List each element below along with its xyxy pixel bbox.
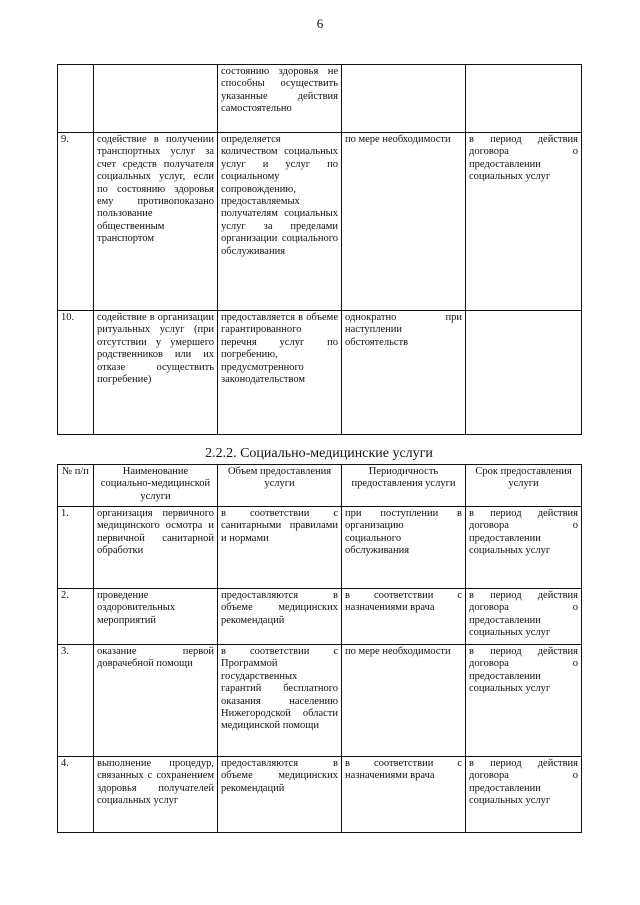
service-volume: определяется количеством социальных услуг и услуг по социальному сопровождению, предоставляемых получателям социальных услуг за пределами организации социального обслуживания: [218, 133, 342, 311]
row-number: 2.: [58, 589, 94, 645]
service-periodicity: в соответствии с назначениями врача: [342, 757, 466, 833]
section-title: 2.2.2. Социально-медицинские услуги: [205, 446, 433, 461]
service-volume: предоставляются в объеме медицинских рекомендаций: [218, 589, 342, 645]
social-medical-services-table: [57, 464, 582, 833]
row-number: 10.: [58, 311, 94, 435]
table-header-row: [58, 465, 582, 507]
row-number: 1.: [58, 507, 94, 589]
service-periodicity: по мере необходимости: [342, 645, 466, 757]
table-row: [58, 311, 582, 435]
table-row: [58, 133, 582, 311]
row-number: 3.: [58, 645, 94, 757]
service-name: содействие в получении транспортных услуг за счет средств получателя социальных услуг, если по состоянию здоровья ему противопоказано пользование общественным транспортом: [94, 133, 218, 311]
service-name: содействие в организации ритуальных услуг (при отсутствии у умершего родственников или их отказе осуществить погребение): [94, 311, 218, 435]
service-volume: в соответствии с санитарными правилами и нормами: [218, 507, 342, 589]
service-volume: предоставляются в объеме медицинских рекомендаций: [218, 757, 342, 833]
column-header-number: № п/п: [58, 465, 94, 507]
service-name: [94, 65, 218, 133]
column-header-name: Наименование социально-медицинской услуги: [94, 465, 218, 507]
service-term: [466, 65, 582, 133]
table-row: [58, 757, 582, 833]
service-term: в период действия договора о предоставлении социальных услуг: [466, 757, 582, 833]
service-volume: предоставляется в объеме гарантированного перечня услуг по погребению, предусмотренного законодательством: [218, 311, 342, 435]
service-term: [466, 311, 582, 435]
service-term: в период действия договора о предоставлении социальных услуг: [466, 133, 582, 311]
services-table-continued: [57, 64, 582, 435]
service-name: оказание первой доврачебной помощи: [94, 645, 218, 757]
service-volume: состоянию здоровья не способны осуществить указанные действия самостоятельно: [218, 65, 342, 133]
service-periodicity: [342, 65, 466, 133]
service-name: выполнение процедур, связанных с сохранением здоровья получателей социальных услуг: [94, 757, 218, 833]
row-number: [58, 65, 94, 133]
service-periodicity: по мере необходимости: [342, 133, 466, 311]
service-volume: в соответствии с Программой государственных гарантий бесплатного оказания населению Нижегородской области медицинской помощи: [218, 645, 342, 757]
table-row: [58, 507, 582, 589]
table-row: [58, 589, 582, 645]
service-name: проведение оздоровительных мероприятий: [94, 589, 218, 645]
table-row: [58, 645, 582, 757]
page-number: 6: [316, 16, 324, 31]
column-header-term: Срок предоставления услуги: [466, 465, 582, 507]
service-periodicity: в соответствии с назначениями врача: [342, 589, 466, 645]
column-header-volume: Объем предоставления услуги: [218, 465, 342, 507]
column-header-periodicity: Периодичность предоставления услуги: [342, 465, 466, 507]
row-number: 4.: [58, 757, 94, 833]
service-periodicity: при поступлении в организацию социального обслуживания: [342, 507, 466, 589]
row-number: 9.: [58, 133, 94, 311]
service-term: в период действия договора о предоставлении социальных услуг: [466, 645, 582, 757]
service-periodicity: однократно при наступлении обстоятельств: [342, 311, 466, 435]
service-term: в период действия договора о предоставлении социальных услуг: [466, 589, 582, 645]
service-name: организация первичного медицинского осмотра и первичной санитарной обработки: [94, 507, 218, 589]
table-row: [58, 65, 582, 133]
service-term: в период действия договора о предоставлении социальных услуг: [466, 507, 582, 589]
